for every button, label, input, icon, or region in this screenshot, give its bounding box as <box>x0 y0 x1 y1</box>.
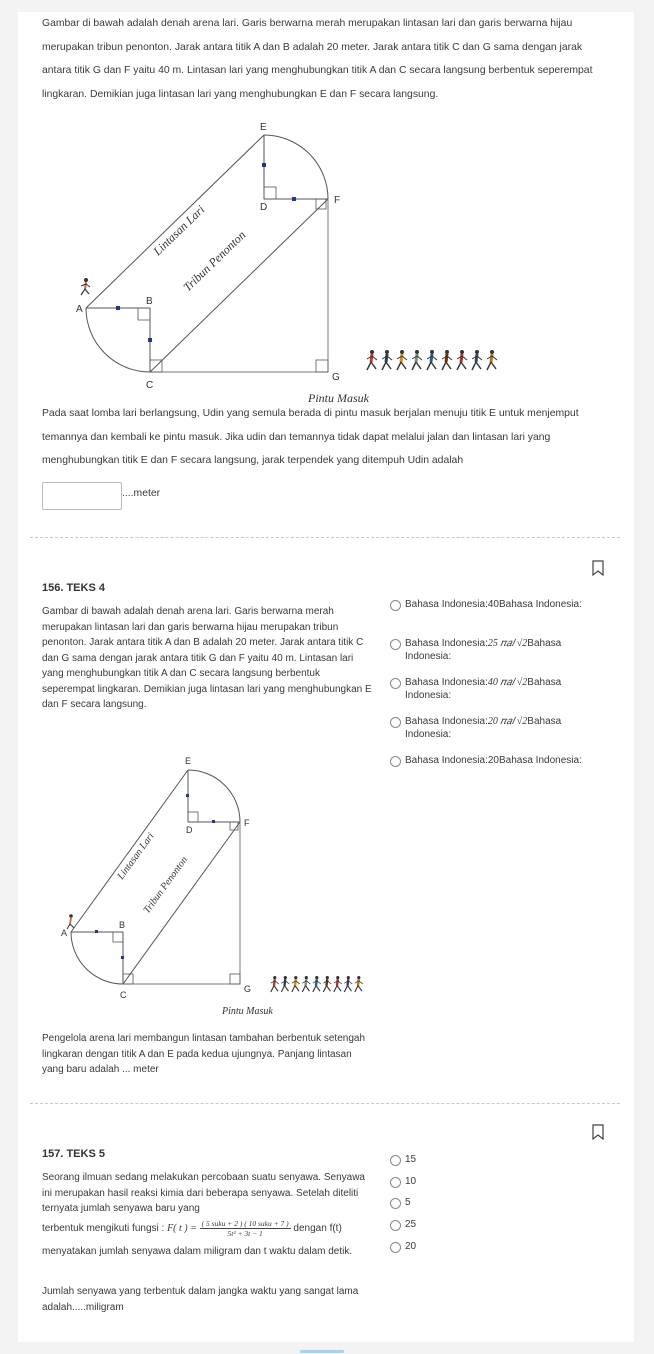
runner-figure <box>281 976 289 992</box>
option-math: 20 𝜋𝑎𝑙 √2 <box>487 716 528 727</box>
radio-button[interactable] <box>390 600 401 611</box>
option-suffix: Bahasa Indonesia: <box>405 716 562 740</box>
runner-figure <box>323 976 331 992</box>
q157-text-2: menyatakan jumlah senyawa dalam miligram dan t waktu dalam detik. <box>42 1246 353 1257</box>
function-lhs: F( t ) = <box>167 1223 197 1235</box>
runner-figure <box>382 350 392 370</box>
bookmark-icon[interactable] <box>591 560 605 576</box>
radio-button[interactable] <box>390 1155 401 1166</box>
radio-button[interactable] <box>390 1198 401 1209</box>
label-e: E <box>185 756 192 766</box>
runner-figure <box>487 350 497 370</box>
option-math: 40 <box>487 599 499 610</box>
label-gate: Pintu Masuk <box>308 391 369 402</box>
option-label: 5 <box>405 1197 411 1208</box>
option-math: 40 𝜋𝑎𝑙 √2 <box>487 677 528 688</box>
runner-figure <box>344 976 352 992</box>
option-prefix: Bahasa Indonesia: <box>405 677 488 688</box>
radio-button[interactable] <box>390 639 401 650</box>
runner-figure <box>302 976 310 992</box>
label-f: F <box>244 818 250 828</box>
option-suffix: Bahasa Indonesia: <box>498 599 582 610</box>
scroll-indicator <box>300 1350 344 1353</box>
runners-group-icon <box>367 350 497 370</box>
arc-ac <box>86 308 150 372</box>
radio-button[interactable] <box>390 717 401 728</box>
radio-button[interactable] <box>390 1220 401 1231</box>
option-math: 20 <box>487 755 499 766</box>
label-track: Lintasan Lari <box>150 202 208 259</box>
label-c: C <box>146 380 154 391</box>
function-suffix: dengan f(t) <box>293 1223 342 1235</box>
runners-group-icon <box>271 976 363 992</box>
label-stand: Tribun Penonton <box>141 854 191 916</box>
function-numerator: ( 5 suku + 2 ) ( 10 suku + 7 ) <box>201 1219 289 1228</box>
option-prefix: Bahasa Indonesia: <box>405 716 488 727</box>
runner-figure <box>367 350 377 370</box>
q155-body-text: Pada saat lomba lari berlangsung, Udin yang semula berada di pintu masuk berjalan menuju titik E untuk menjemput temannya dan kembali ke pintu masuk. Jika udin dan temannya tidak dapat melalui jalan dan lintasan lari yang menghubungkan titik E dan F secara langsung, jarak terpendek yang ditempuh Udin adalah <box>42 408 579 467</box>
radio-button[interactable] <box>390 756 401 767</box>
option-label: 20 <box>405 1241 417 1252</box>
q156-option-1[interactable] <box>390 598 600 611</box>
runner-icon <box>67 914 74 929</box>
q155-track-diagram <box>66 112 526 402</box>
label-d: D <box>260 202 268 213</box>
label-b: B <box>119 920 126 930</box>
option-math: 25 𝜋𝑎𝑙 √2 <box>487 638 528 649</box>
label-f: F <box>334 195 341 206</box>
runner-figure <box>412 350 422 370</box>
runner-figure <box>292 976 300 992</box>
option-prefix: Bahasa Indonesia: <box>405 638 488 649</box>
option-suffix: Bahasa Indonesia: <box>498 755 582 766</box>
q157-option-3[interactable] <box>390 1196 600 1209</box>
q157-title: 157. TEKS 5 <box>42 1148 105 1160</box>
runner-figure <box>355 976 363 992</box>
label-c: C <box>120 990 127 1000</box>
q155-answer-input[interactable] <box>42 482 122 510</box>
q156-text: Gambar di bawah adalah denah arena lari. Garis berwarna merah merupakan lintasan lari dan garis berwarna hijau merupakan tribun penonton. Jarak antara titik A dan B adalah 20 meter. Jarak antara titik C dan G sama dengan jarak antara titik G dan F yaitu 40 m. Lintasan lari yang menghubungkan titik A dan C secara langsung berbentuk seperempat lingkaran. Demikian juga lintasan lari yang menghubungkan E dan F secara langsung. <box>42 606 372 710</box>
label-track: Lintasan Lari <box>115 831 157 882</box>
arc-ef <box>264 135 328 199</box>
runner-figure <box>271 976 279 992</box>
q156-track-diagram <box>58 742 368 1027</box>
q155-intro-text: Gambar di bawah adalah denah arena lari. Garis berwarna merah merupakan lintasan lari dan garis berwarna hijau merupakan tribun penonton. Jarak antara titik A dan B adalah 20 meter. Jarak antara titik C dan G sama dengan jarak antara titik G dan F yaitu 40 m. Lintasan lari yang menghubungkan titik A dan C secara langsung berbentuk seperempat lingkaran. Demikian juga lintasan lari yang menghubungkan E dan F secara langsung. <box>42 18 593 100</box>
label-gate: Pintu Masuk <box>222 1006 273 1017</box>
label-d: D <box>186 825 193 835</box>
q155-answer-suffix: ....meter <box>122 488 161 499</box>
q157-option-4[interactable] <box>390 1218 600 1231</box>
q156-option-3[interactable] <box>390 676 600 702</box>
function-denominator: 5t² + 3t − 1 <box>227 1229 263 1238</box>
divider <box>30 1103 620 1104</box>
track-line-ae <box>86 135 264 308</box>
runner-figure <box>313 976 321 992</box>
radio-button[interactable] <box>390 1177 401 1188</box>
label-g: G <box>244 984 252 994</box>
q156-option-2[interactable] <box>390 637 600 663</box>
option-suffix: Bahasa Indonesia: <box>405 638 562 662</box>
runner-figure <box>334 976 342 992</box>
q156-title: 156. TEKS 4 <box>42 582 105 594</box>
q157-question: Jumlah senyawa yang terbentuk dalam jangka waktu yang sangat lama adalah.....miligram <box>42 1286 359 1313</box>
function-fraction <box>200 1219 291 1238</box>
option-label: 15 <box>405 1154 417 1165</box>
q156-option-4[interactable] <box>390 715 600 741</box>
runner-figure <box>427 350 437 370</box>
label-a: A <box>76 304 83 315</box>
q157-text-1: Seorang ilmuan sedang melakukan percobaan suatu senyawa. Senyawa ini merupakan hasil reaksi kimia dari beberapa senyawa. Setelah diteliti ternyata jumlah senyawa baru yang <box>42 1172 365 1214</box>
option-suffix: Bahasa Indonesia: <box>405 677 562 701</box>
runner-icon <box>81 278 90 295</box>
label-e: E <box>260 122 267 133</box>
option-label: 10 <box>405 1176 417 1187</box>
runner-figure <box>457 350 467 370</box>
label-g: G <box>332 372 340 383</box>
q157-function <box>42 1219 382 1238</box>
radio-button[interactable] <box>390 678 401 689</box>
q157-option-5[interactable] <box>390 1240 600 1253</box>
q157-option-1[interactable] <box>390 1153 600 1166</box>
bookmark-icon[interactable] <box>591 1124 605 1140</box>
radio-button[interactable] <box>390 1242 401 1253</box>
question-page <box>18 12 634 1342</box>
function-prefix: terbentuk mengikuti fungsi : <box>42 1223 165 1235</box>
q156-question: Pengelola arena lari membangun lintasan tambahan berbentuk setengah lingkaran dengan titik A dan E pada kedua ujungnya. Panjang lintasan yang baru adalah ... meter <box>42 1033 366 1075</box>
runner-figure <box>442 350 452 370</box>
runner-figure <box>472 350 482 370</box>
divider <box>30 537 620 538</box>
label-a: A <box>61 928 68 938</box>
q156-option-5[interactable] <box>390 754 600 767</box>
option-label: 25 <box>405 1219 417 1230</box>
runner-figure <box>397 350 407 370</box>
option-prefix: Bahasa Indonesia: <box>405 755 488 766</box>
label-b: B <box>146 296 153 307</box>
label-stand: Tribun Penonton <box>180 227 249 295</box>
q157-option-2[interactable] <box>390 1175 600 1188</box>
option-prefix: Bahasa Indonesia: <box>405 599 488 610</box>
